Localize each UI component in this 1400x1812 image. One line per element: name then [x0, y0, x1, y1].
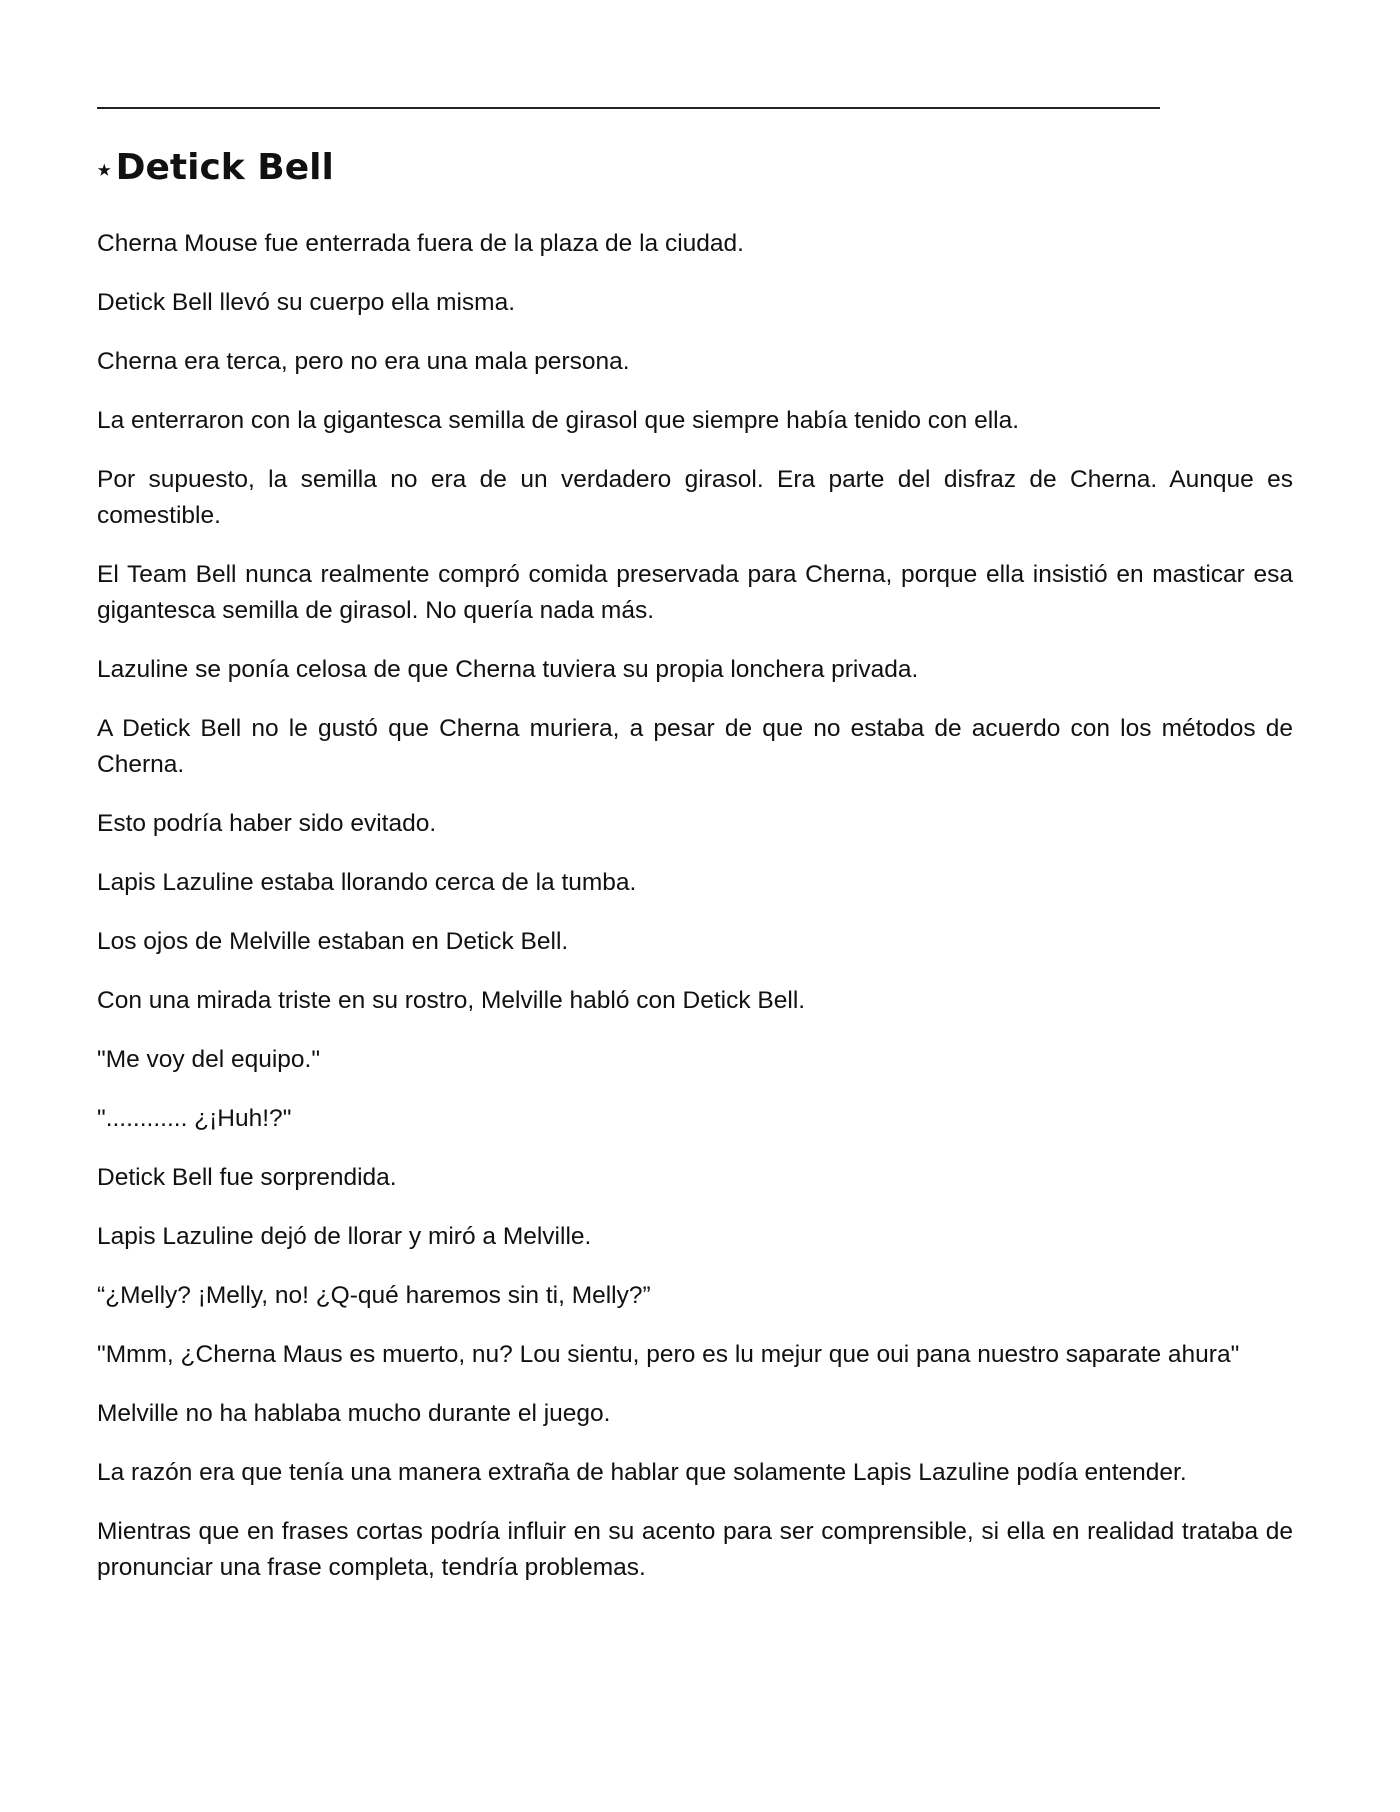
star-icon: ⭑: [97, 154, 112, 185]
heading-title: Detick Bell: [115, 147, 334, 188]
paragraph: Esto podría haber sido evitado.: [97, 810, 437, 837]
horizontal-rule: [97, 107, 1160, 109]
paragraph: Con una mirada triste en su rostro, Melville habló con Detick Bell.: [97, 987, 806, 1014]
paragraph: Cherna era terca, pero no era una mala persona.: [97, 348, 630, 375]
paragraph: Lazuline se ponía celosa de que Cherna tuviera su propia lonchera privada.: [97, 656, 919, 683]
paragraph: "Mmm, ¿Cherna Maus es muerto, nu? Lou sientu, pero es lu mejur que oui pana nuestro saparate ahura": [97, 1341, 1240, 1368]
paragraph: La enterraron con la gigantesca semilla de girasol que siempre había tenido con ella.: [97, 407, 1020, 434]
paragraph: Cherna Mouse fue enterrada fuera de la plaza de la ciudad.: [97, 230, 744, 257]
paragraph: La razón era que tenía una manera extraña de hablar que solamente Lapis Lazuline podía entender.: [97, 1459, 1187, 1486]
document-body: [97, 226, 1293, 1609]
paragraph: Por supuesto, la semilla no era de un verdadero girasol. Era parte del disfraz de Cherna. Aunque es comestible.: [97, 466, 1293, 529]
paragraph: Lapis Lazuline dejó de llorar y miró a Melville.: [97, 1223, 592, 1250]
paragraph: "............ ¿¡Huh!?": [97, 1105, 292, 1132]
paragraph: A Detick Bell no le gustó que Cherna muriera, a pesar de que no estaba de acuerdo con los métodos de Cherna.: [97, 715, 1293, 778]
paragraph: “¿Melly? ¡Melly, no! ¿Q-qué haremos sin ti, Melly?”: [97, 1282, 651, 1309]
paragraph: Mientras que en frases cortas podría influir en su acento para ser comprensible, si ella en realidad trataba de pronunciar una frase completa, tendría problemas.: [97, 1518, 1293, 1581]
paragraph: Detick Bell llevó su cuerpo ella misma.: [97, 289, 516, 316]
paragraph: "Me voy del equipo.": [97, 1046, 321, 1073]
paragraph: El Team Bell nunca realmente compró comida preservada para Cherna, porque ella insistió en masticar esa gigantesca semilla de girasol. No quería nada más.: [97, 561, 1293, 624]
paragraph: Melville no ha hablaba mucho durante el juego.: [97, 1400, 611, 1427]
paragraph: Los ojos de Melville estaban en Detick Bell.: [97, 928, 569, 955]
section-heading: [97, 142, 334, 196]
paragraph: Lapis Lazuline estaba llorando cerca de la tumba.: [97, 869, 637, 896]
paragraph: Detick Bell fue sorprendida.: [97, 1164, 397, 1191]
